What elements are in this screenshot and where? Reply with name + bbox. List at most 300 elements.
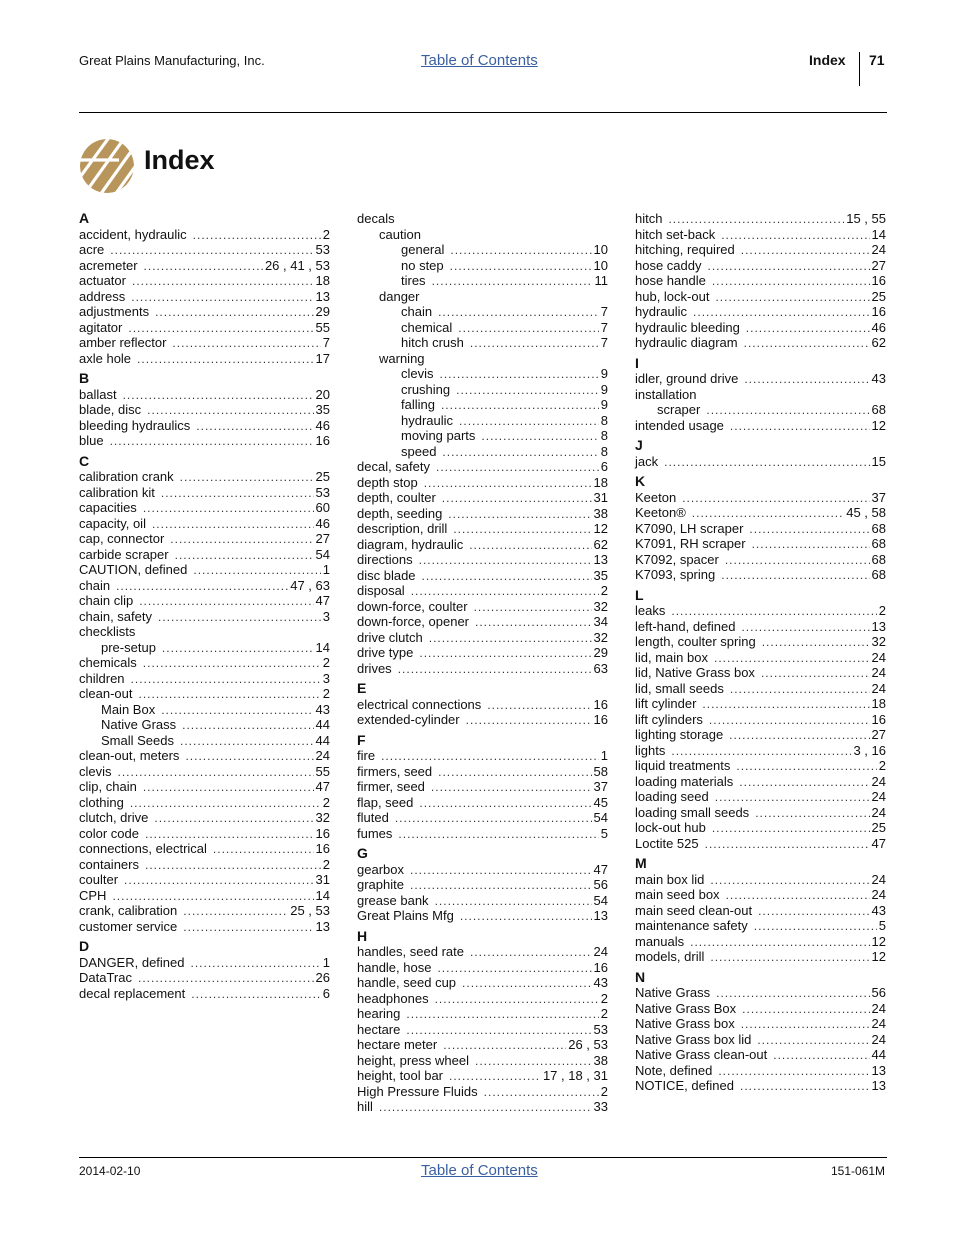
index-entry-page[interactable]: 8 [600, 443, 608, 459]
index-entry[interactable] [635, 758, 886, 774]
index-entry-page[interactable]: 53 [593, 1021, 608, 1037]
index-entry-page[interactable]: 13 [871, 1078, 886, 1093]
index-entry-page[interactable]: 44 [315, 717, 330, 732]
index-entry-page[interactable]: 47 [315, 779, 330, 794]
index-entry-page[interactable]: 5 [878, 918, 886, 933]
index-entry-page[interactable]: 2 [600, 1083, 608, 1099]
index-entry[interactable] [357, 366, 608, 382]
index-entry-page[interactable]: 44 [315, 732, 330, 748]
index-entry-page[interactable]: 14 [871, 226, 886, 242]
index-entry-page[interactable]: 24 [871, 1016, 886, 1031]
index-entry-page[interactable]: 32 [871, 634, 886, 649]
index-entry[interactable] [79, 547, 330, 563]
index-entry[interactable] [357, 764, 608, 780]
index-entry[interactable] [635, 227, 886, 243]
index-entry[interactable] [357, 893, 608, 909]
index-entry[interactable] [357, 258, 608, 274]
index-entry[interactable] [357, 826, 608, 842]
index-entry-page[interactable]: 7 [600, 304, 608, 319]
index-entry-page[interactable]: 44 [871, 1047, 886, 1062]
index-entry[interactable] [79, 562, 330, 578]
index-entry[interactable] [357, 227, 608, 243]
index-entry[interactable] [635, 273, 886, 289]
index-entry-page[interactable]: 27 [315, 531, 330, 546]
index-entry[interactable] [357, 1084, 608, 1100]
index-entry-page[interactable]: 24 [871, 1031, 886, 1047]
index-entry-page[interactable]: 29 [315, 304, 330, 319]
index-entry[interactable] [635, 1078, 886, 1094]
index-entry[interactable] [357, 1006, 608, 1022]
index-entry-page[interactable]: 24 [315, 748, 330, 763]
index-entry[interactable] [79, 433, 330, 449]
index-entry-term: falling [401, 397, 435, 412]
index-entry-page[interactable]: 24 [871, 887, 886, 902]
index-entry[interactable] [635, 1016, 886, 1032]
index-entry-page[interactable]: 55 [315, 763, 330, 779]
index-entry[interactable] [357, 320, 608, 336]
index-entry[interactable] [357, 552, 608, 568]
index-entry-page[interactable]: 24 [871, 665, 886, 680]
index-entry-page[interactable]: 47 [871, 835, 886, 851]
index-entry[interactable] [635, 712, 886, 728]
index-entry[interactable] [635, 696, 886, 712]
index-entry[interactable] [635, 536, 886, 552]
index-entry-page[interactable]: 18 [593, 474, 608, 490]
index-entry[interactable] [79, 888, 330, 904]
index-entry[interactable] [357, 459, 608, 475]
index-entry-page[interactable]: 13 [593, 908, 608, 923]
index-entry[interactable] [635, 552, 886, 568]
index-entry[interactable] [79, 593, 330, 609]
index-entry-page[interactable]: 63 [593, 660, 608, 676]
index-entry-page[interactable]: 54 [593, 810, 608, 825]
index-entry[interactable] [357, 862, 608, 878]
index-entry[interactable] [635, 1032, 886, 1048]
index-entry[interactable] [357, 211, 608, 227]
footer-toc-link[interactable]: Table of Contents [421, 1162, 538, 1179]
index-entry[interactable] [635, 242, 886, 258]
index-entry[interactable] [635, 836, 886, 852]
index-entry[interactable] [357, 944, 608, 960]
index-entry[interactable] [79, 686, 330, 702]
index-entry[interactable] [79, 335, 330, 351]
index-entry[interactable] [357, 397, 608, 413]
index-entry[interactable] [357, 661, 608, 677]
index-entry[interactable] [357, 1068, 608, 1084]
index-entry-term: clip, chain [79, 779, 137, 794]
index-entry-page[interactable]: 32 [315, 810, 330, 825]
index-entry-page[interactable]: 16 [871, 273, 886, 288]
index-entry-page[interactable]: 32 [593, 598, 608, 614]
index-entry-page[interactable]: 12 [871, 417, 886, 433]
dot-leader [664, 455, 869, 471]
index-entry-page[interactable]: 46 [315, 417, 330, 433]
index-entry-page[interactable]: 5 [600, 825, 608, 841]
index-entry-page[interactable]: 37 [871, 489, 886, 505]
index-entry-page[interactable]: 47 , 63 [290, 577, 330, 593]
index-entry[interactable] [79, 273, 330, 289]
index-entry-page[interactable]: 45 , 58 [846, 505, 886, 520]
index-entry[interactable] [79, 702, 330, 718]
index-entry-page[interactable]: 37 [593, 779, 608, 794]
index-entry[interactable] [635, 454, 886, 470]
index-entry[interactable] [79, 516, 330, 532]
index-entry[interactable] [635, 650, 886, 666]
index-entry[interactable] [635, 887, 886, 903]
index-entry-page[interactable]: 60 [315, 500, 330, 515]
index-entry-page[interactable]: 16 [593, 959, 608, 975]
index-entry-page[interactable]: 2 [322, 655, 330, 670]
index-entry-page[interactable]: 2 [322, 686, 330, 701]
index-entry-page[interactable]: 17 [315, 350, 330, 366]
index-entry[interactable] [79, 841, 330, 857]
index-entry[interactable] [357, 444, 608, 460]
index-entry-page[interactable]: 46 [871, 319, 886, 335]
index-entry[interactable] [635, 903, 886, 919]
index-entry[interactable] [357, 748, 608, 764]
index-entry[interactable] [79, 671, 330, 687]
index-entry-page[interactable]: 46 [315, 515, 330, 531]
index-entry[interactable] [357, 413, 608, 429]
index-entry-page[interactable]: 12 [871, 949, 886, 964]
index-entry-page[interactable]: 68 [871, 536, 886, 551]
index-entry[interactable] [79, 903, 330, 919]
index-entry[interactable] [357, 908, 608, 924]
index-entry[interactable] [79, 242, 330, 258]
index-entry-page[interactable]: 55 [315, 319, 330, 335]
index-entry-page[interactable]: 45 [593, 794, 608, 810]
index-entry[interactable] [79, 826, 330, 842]
index-entry-page[interactable]: 24 [871, 789, 886, 804]
index-entry-page[interactable]: 11 [594, 273, 608, 288]
index-entry-page[interactable]: 24 [871, 242, 886, 257]
index-entry[interactable] [357, 506, 608, 522]
index-entry-page[interactable]: 13 [315, 288, 330, 304]
index-entry-page[interactable]: 10 [593, 257, 608, 273]
index-entry[interactable] [79, 919, 330, 935]
index-entry-page[interactable]: 53 [315, 242, 330, 257]
index-entry-page[interactable]: 35 [593, 567, 608, 583]
index-entry-page[interactable]: 3 , 16 [853, 742, 886, 758]
index-entry[interactable] [357, 614, 608, 630]
index-entry-page[interactable]: 7 [322, 335, 330, 350]
index-entry[interactable] [79, 258, 330, 274]
index-entry[interactable] [79, 955, 330, 971]
index-entry-page[interactable]: 58 [593, 763, 608, 779]
index-entry-page[interactable]: 20 [315, 386, 330, 402]
index-entry[interactable] [357, 568, 608, 584]
index-entry-page[interactable]: 1 [600, 748, 608, 763]
index-entry[interactable] [357, 645, 608, 661]
index-entry-page[interactable]: 47 [315, 593, 330, 608]
index-entry[interactable] [79, 500, 330, 516]
index-entry[interactable] [79, 402, 330, 418]
index-entry[interactable] [79, 609, 330, 625]
index-entry[interactable] [79, 351, 330, 367]
index-entry[interactable] [357, 490, 608, 506]
index-entry-page[interactable]: 13 [315, 918, 330, 934]
index-entry[interactable] [635, 1063, 886, 1079]
index-entry-page[interactable]: 26 , 53 [568, 1037, 608, 1052]
index-entry[interactable] [79, 655, 330, 671]
index-entry-page[interactable]: 54 [315, 546, 330, 562]
index-entry[interactable] [79, 748, 330, 764]
index-entry[interactable] [635, 521, 886, 537]
index-entry[interactable] [79, 986, 330, 1002]
index-entry-term: Keeton [635, 489, 677, 505]
index-entry[interactable] [79, 320, 330, 336]
index-entry[interactable] [635, 371, 886, 387]
index-entry[interactable] [357, 428, 608, 444]
index-entry-page[interactable]: 16 [315, 825, 330, 841]
index-entry[interactable] [635, 949, 886, 965]
index-entry[interactable] [635, 490, 886, 506]
index-entry-page[interactable]: 43 [593, 975, 608, 990]
index-entry[interactable] [79, 970, 330, 986]
index-entry[interactable] [357, 1099, 608, 1115]
index-entry-page[interactable]: 16 [593, 712, 608, 727]
index-entry[interactable] [79, 289, 330, 305]
index-entry-page[interactable]: 13 [593, 552, 608, 567]
index-entry-page[interactable]: 17 , 18 , 31 [542, 1068, 608, 1083]
index-entry-page[interactable]: 33 [593, 1099, 608, 1114]
index-entry[interactable] [635, 774, 886, 790]
index-entry-page[interactable]: 38 [593, 505, 608, 521]
index-entry-page[interactable]: 68 [871, 402, 886, 417]
index-entry-page[interactable]: 25 [315, 469, 330, 484]
index-entry-page[interactable]: 38 [593, 1052, 608, 1068]
index-entry[interactable] [357, 1053, 608, 1069]
index-entry[interactable] [357, 382, 608, 398]
index-entry[interactable] [357, 960, 608, 976]
index-entry[interactable] [79, 387, 330, 403]
index-entry-page[interactable]: 7 [600, 319, 608, 335]
index-entry[interactable] [357, 289, 608, 305]
index-entry-page[interactable]: 27 [871, 727, 886, 742]
index-entry-page[interactable]: 15 , 55 [846, 211, 886, 226]
index-entry[interactable] [635, 567, 886, 583]
index-entry-page[interactable]: 9 [600, 397, 608, 412]
index-entry-page[interactable]: 25 [871, 288, 886, 304]
index-entry[interactable] [79, 640, 330, 656]
index-entry[interactable] [79, 764, 330, 780]
index-entry-page[interactable]: 14 [315, 887, 330, 903]
index-entry[interactable] [635, 743, 886, 759]
index-entry[interactable] [635, 985, 886, 1001]
index-entry[interactable] [357, 877, 608, 893]
index-entry[interactable] [635, 418, 886, 434]
index-entry[interactable] [635, 805, 886, 821]
index-entry[interactable] [357, 630, 608, 646]
index-entry[interactable] [635, 320, 886, 336]
index-entry-page[interactable]: 35 [315, 402, 330, 417]
index-entry[interactable] [635, 505, 886, 521]
index-entry-page[interactable]: 43 [315, 701, 330, 717]
index-entry-page[interactable]: 47 [593, 861, 608, 877]
index-entry-page[interactable]: 43 [871, 371, 886, 386]
index-entry-page[interactable]: 2 [600, 583, 608, 598]
index-entry[interactable] [357, 975, 608, 991]
index-entry[interactable] [79, 717, 330, 733]
index-entry[interactable] [79, 872, 330, 888]
index-entry[interactable] [635, 387, 886, 403]
index-entry-page[interactable]: 1 [322, 954, 330, 970]
index-entry-page[interactable]: 43 [871, 902, 886, 918]
index-entry[interactable] [79, 304, 330, 320]
index-entry[interactable] [79, 795, 330, 811]
index-entry-page[interactable]: 24 [593, 944, 608, 959]
index-entry-page[interactable]: 2 [878, 758, 886, 773]
index-entry[interactable] [79, 733, 330, 749]
index-entry[interactable] [79, 531, 330, 547]
index-entry[interactable] [635, 335, 886, 351]
index-entry-page[interactable]: 56 [871, 985, 886, 1000]
index-entry-page[interactable]: 8 [600, 428, 608, 443]
index-entry[interactable] [635, 211, 886, 227]
index-entry-page[interactable]: 2 [600, 1006, 608, 1021]
index-entry-page[interactable]: 31 [593, 490, 608, 505]
index-entry-page[interactable]: 13 [871, 618, 886, 634]
index-entry-page[interactable]: 54 [593, 892, 608, 908]
index-entry[interactable] [357, 273, 608, 289]
index-entry-page[interactable]: 2 [322, 856, 330, 872]
index-entry-page[interactable]: 24 [871, 1000, 886, 1016]
index-entry-page[interactable]: 8 [600, 412, 608, 428]
index-entry[interactable] [357, 697, 608, 713]
index-entry[interactable] [635, 304, 886, 320]
index-entry[interactable] [635, 619, 886, 635]
index-entry-page[interactable]: 9 [600, 381, 608, 397]
index-entry-page[interactable]: 2 [600, 990, 608, 1006]
index-entry-page[interactable]: 68 [871, 567, 886, 582]
index-entry[interactable] [357, 537, 608, 553]
index-entry-page[interactable]: 62 [871, 335, 886, 350]
index-entry[interactable] [357, 242, 608, 258]
index-entry-page[interactable]: 7 [600, 335, 608, 350]
index-entry-page[interactable]: 31 [315, 872, 330, 887]
index-entry-page[interactable]: 3 [322, 608, 330, 624]
index-entry[interactable] [635, 918, 886, 934]
index-entry-page[interactable]: 62 [593, 536, 608, 552]
index-entry[interactable] [635, 872, 886, 888]
index-entry-page[interactable]: 12 [871, 933, 886, 949]
index-entry[interactable] [357, 475, 608, 491]
index-entry[interactable] [635, 634, 886, 650]
index-entry[interactable] [357, 335, 608, 351]
index-entry-page[interactable]: 24 [871, 649, 886, 665]
index-entry[interactable] [357, 304, 608, 320]
index-entry-page[interactable]: 32 [593, 629, 608, 645]
index-entry[interactable] [357, 583, 608, 599]
index-entry[interactable] [79, 578, 330, 594]
index-entry[interactable] [635, 681, 886, 697]
index-entry[interactable] [79, 469, 330, 485]
index-entry[interactable] [357, 712, 608, 728]
index-entry-page[interactable]: 24 [871, 804, 886, 820]
index-entry[interactable] [79, 485, 330, 501]
index-entry[interactable] [357, 810, 608, 826]
index-entry-page[interactable]: 26 [315, 970, 330, 985]
index-entry-page[interactable]: 15 [871, 453, 886, 469]
index-entry[interactable] [79, 418, 330, 434]
index-entry[interactable] [79, 857, 330, 873]
index-entry-page[interactable]: 18 [315, 273, 330, 288]
index-entry[interactable] [635, 934, 886, 950]
index-entry[interactable] [357, 1022, 608, 1038]
index-entry-page[interactable]: 3 [322, 670, 330, 686]
index-entry-page[interactable]: 2 [322, 794, 330, 810]
index-entry[interactable] [357, 779, 608, 795]
index-entry-page[interactable]: 27 [871, 257, 886, 273]
index-entry-page[interactable]: 29 [593, 645, 608, 660]
index-entry-term: lighting storage [635, 727, 724, 742]
index-entry[interactable] [357, 795, 608, 811]
index-entry-page[interactable]: 16 [315, 433, 330, 448]
index-entry-page[interactable]: 12 [593, 521, 608, 536]
index-entry[interactable] [635, 1047, 886, 1063]
index-entry-page[interactable]: 16 [593, 696, 608, 712]
index-entry-page[interactable]: 13 [871, 1062, 886, 1078]
index-entry-term: clevis [79, 763, 112, 779]
index-entry-page[interactable]: 9 [600, 366, 608, 381]
index-entry[interactable] [635, 258, 886, 274]
index-entry-page[interactable]: 6 [322, 985, 330, 1001]
index-entry-page[interactable]: 14 [315, 639, 330, 655]
index-entry-page[interactable]: 68 [871, 520, 886, 536]
index-entry-page[interactable]: 26 , 41 , 53 [264, 257, 330, 273]
index-entry[interactable] [635, 820, 886, 836]
index-entry-page[interactable]: 25 , 53 [290, 903, 330, 918]
index-entry[interactable] [357, 351, 608, 367]
index-entry-page[interactable]: 2 [878, 603, 886, 618]
index-entry[interactable] [79, 779, 330, 795]
index-entry-page[interactable]: 24 [871, 871, 886, 887]
index-entry-page[interactable]: 6 [600, 459, 608, 474]
index-entry[interactable] [635, 402, 886, 418]
index-entry[interactable] [635, 727, 886, 743]
index-entry-page[interactable]: 16 [315, 841, 330, 856]
index-entry-page[interactable]: 34 [593, 614, 608, 629]
index-entry-page[interactable]: 2 [322, 226, 330, 242]
index-entry[interactable] [635, 1001, 886, 1017]
index-entry[interactable] [79, 810, 330, 826]
index-entry[interactable] [79, 624, 330, 640]
header-toc-link[interactable]: Table of Contents [421, 52, 538, 69]
index-entry[interactable] [635, 289, 886, 305]
index-entry[interactable] [635, 603, 886, 619]
index-entry[interactable] [357, 1037, 608, 1053]
index-entry-page[interactable]: 68 [871, 551, 886, 567]
index-entry-page[interactable]: 10 [593, 242, 608, 257]
index-entry[interactable] [635, 665, 886, 681]
index-entry-page[interactable]: 16 [871, 304, 886, 319]
index-entry-page[interactable]: 16 [871, 711, 886, 727]
index-entry[interactable] [357, 991, 608, 1007]
index-entry-page[interactable]: 25 [871, 820, 886, 835]
index-entry-page[interactable]: 24 [871, 680, 886, 696]
index-entry-page[interactable]: 1 [322, 562, 330, 577]
index-entry-page[interactable]: 24 [871, 773, 886, 789]
index-entry-page[interactable]: 56 [593, 877, 608, 892]
index-entry[interactable] [79, 227, 330, 243]
dot-leader [155, 305, 313, 321]
index-entry[interactable] [357, 599, 608, 615]
index-entry[interactable] [357, 521, 608, 537]
index-entry-page[interactable]: 18 [871, 696, 886, 711]
index-entry[interactable] [635, 789, 886, 805]
dot-leader [379, 1100, 592, 1116]
index-entry-page[interactable]: 53 [315, 484, 330, 500]
